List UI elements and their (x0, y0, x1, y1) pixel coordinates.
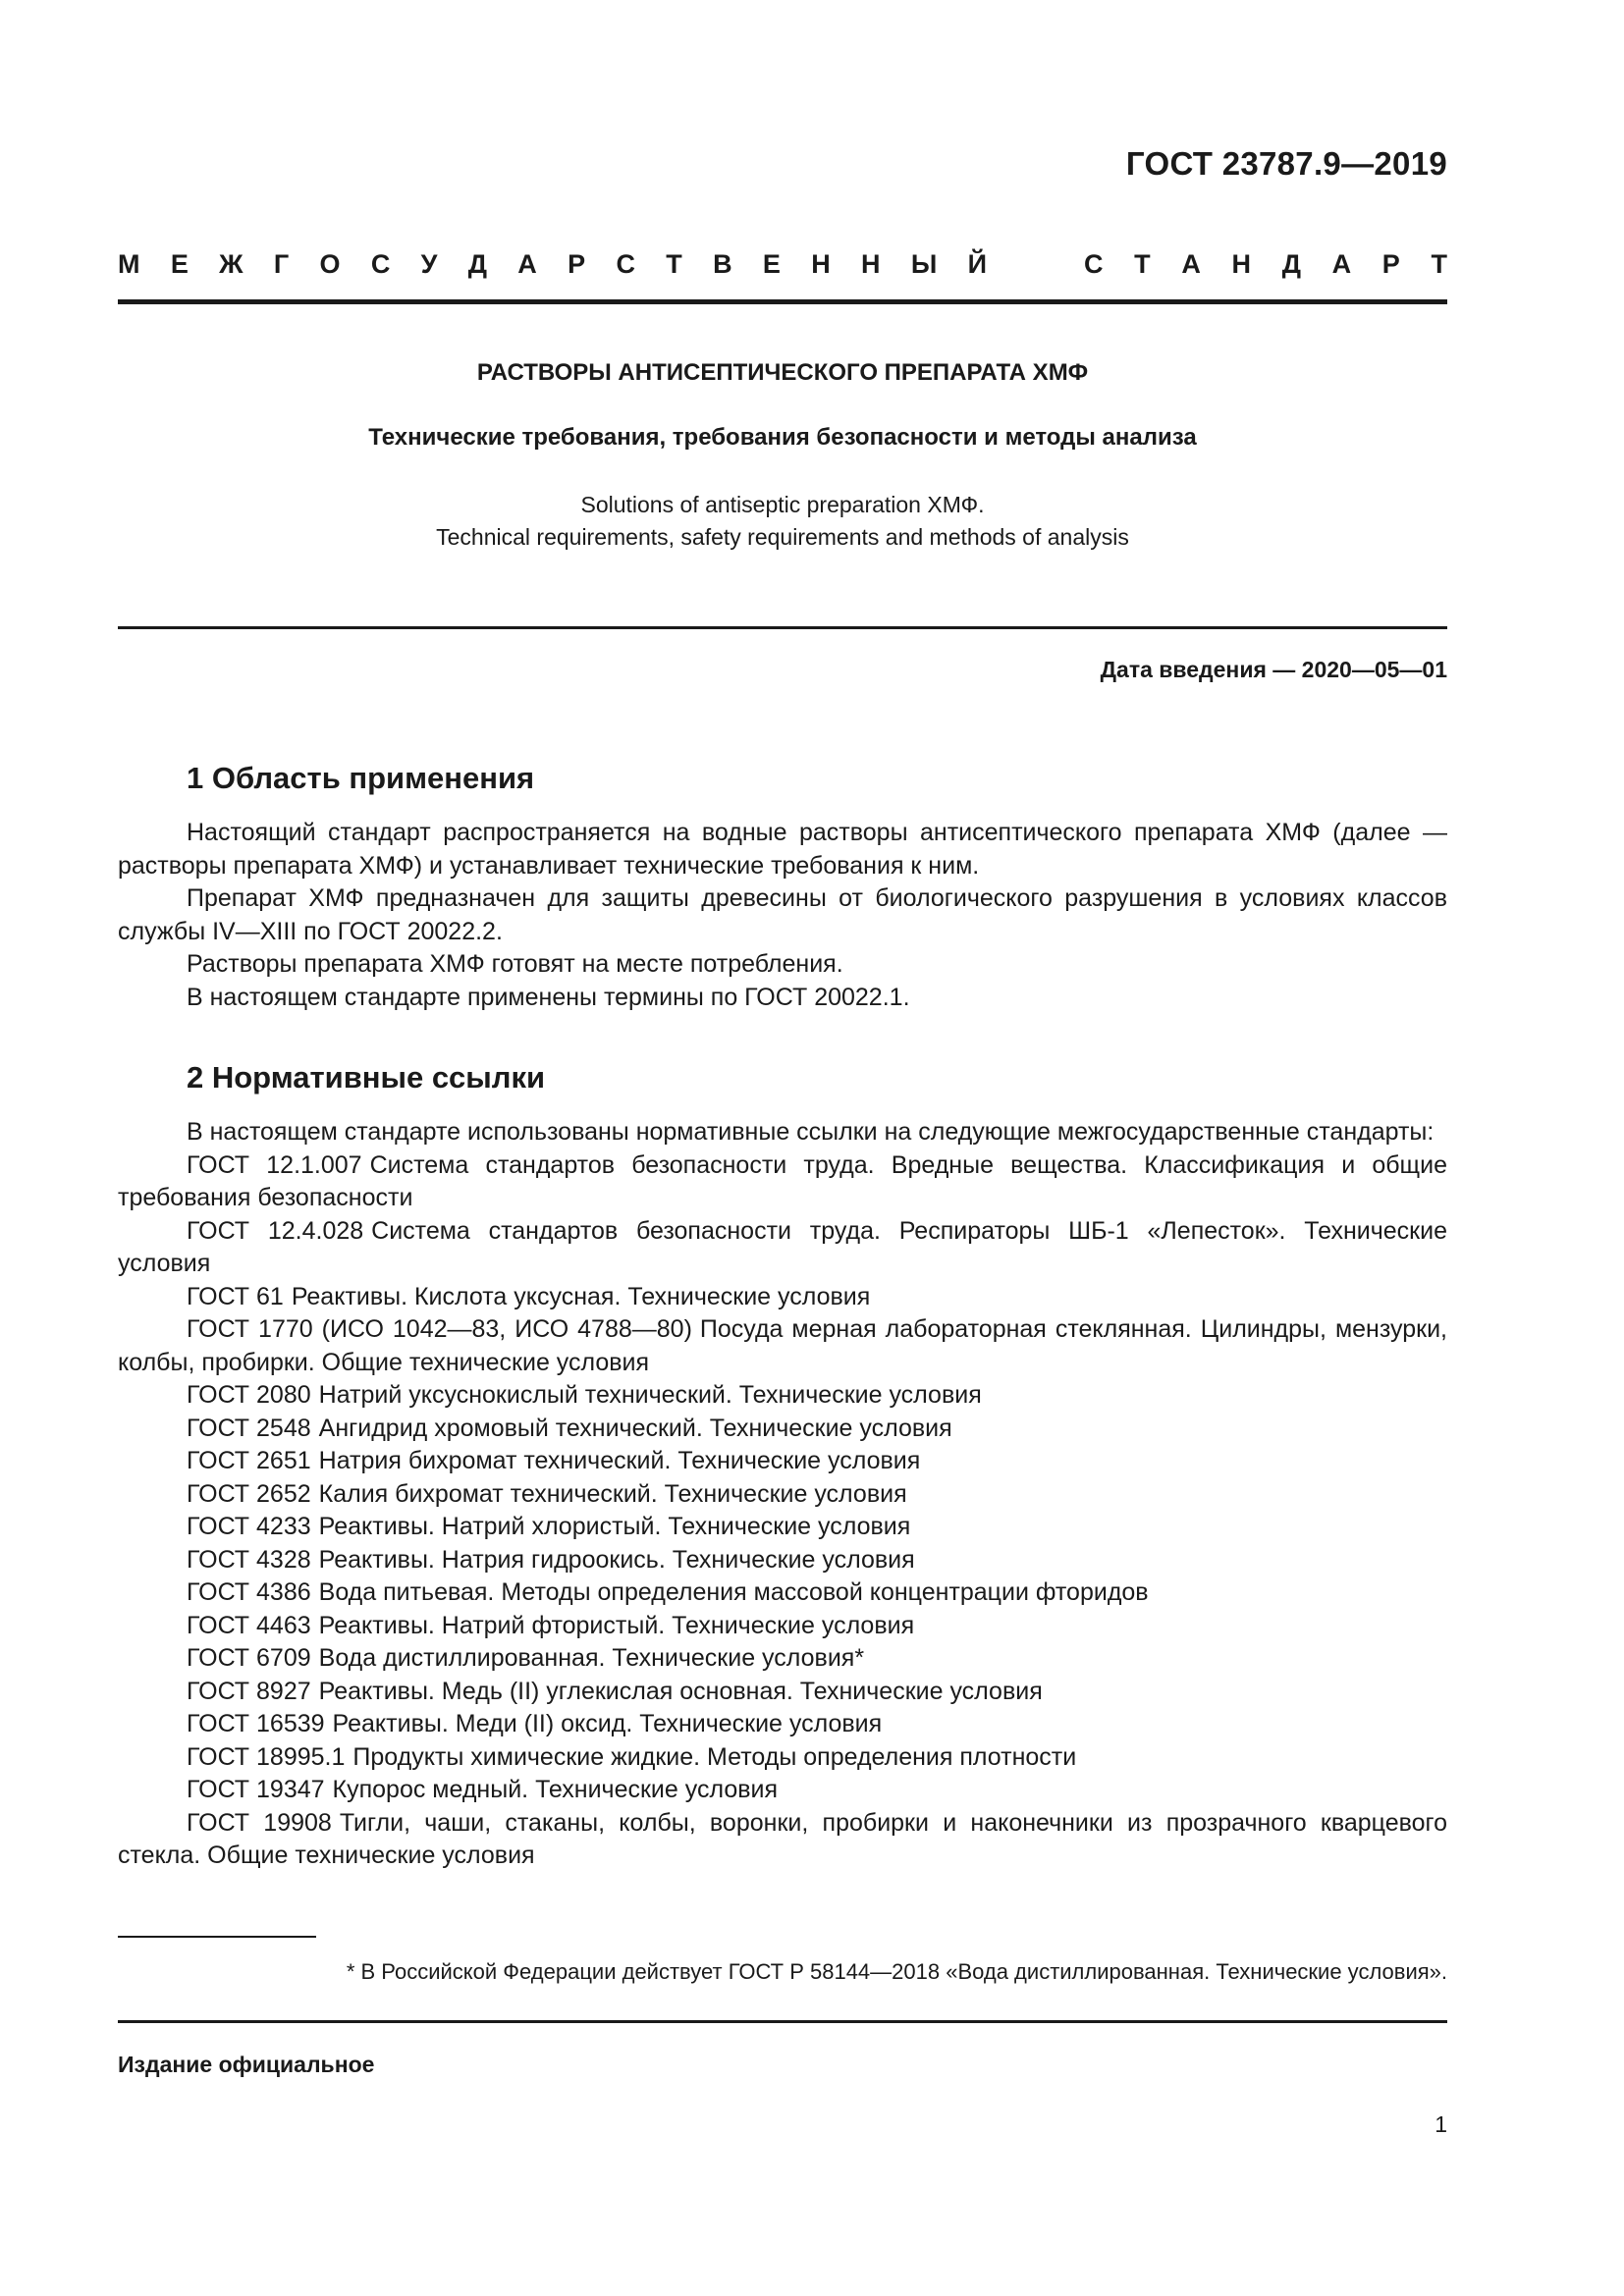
english-title-line: Solutions of antiseptic preparation ХМФ. (580, 492, 985, 517)
reference-code: ГОСТ 6709 (187, 1644, 311, 1672)
letter: Н (811, 249, 831, 279)
standard-word (1084, 249, 1447, 280)
paragraph: В настоящем стандарте использованы нормативные ссылки на следующие межгосударственные стандарты: (187, 1118, 1435, 1146)
reference-item (118, 1413, 1447, 1446)
reference-item (118, 1478, 1447, 1512)
introduction-date: Дата введения — 2020—05—01 (1100, 657, 1447, 682)
reference-item (118, 1807, 1447, 1873)
title-rule (118, 626, 1447, 629)
reference-title: Реактивы. Натрий хлористый. Технические условия (318, 1513, 911, 1540)
letter: У (420, 249, 438, 279)
english-title-line: Technical requirements, safety requirements and methods of analysis (436, 524, 1129, 550)
reference-item (118, 1379, 1447, 1413)
reference-item (118, 1215, 1447, 1281)
reference-code: ГОСТ 4386 (187, 1578, 311, 1606)
letter: С (1084, 249, 1104, 279)
reference-code: ГОСТ 18995.1 (187, 1742, 346, 1771)
letter: А (517, 249, 537, 279)
english-title (118, 489, 1447, 554)
letter: Т (1134, 249, 1151, 279)
reference-item (118, 1313, 1447, 1379)
reference-title: Продукты химические жидкие. Методы определения плотности (352, 1742, 1077, 1771)
section-1-title: 1 Область применения (187, 761, 535, 795)
page-number: 1 (1435, 2111, 1447, 2137)
reference-code: ГОСТ 4233 (187, 1513, 311, 1540)
letter: Е (762, 249, 781, 279)
letter: Д (1281, 249, 1301, 279)
reference-title: Система стандартов безопасности труда. Респираторы ШБ-1 «Лепесток». Технические условия (118, 1216, 1447, 1277)
reference-code: ГОСТ 2651 (187, 1447, 311, 1474)
letter: С (616, 249, 635, 279)
reference-item (118, 1511, 1447, 1544)
document-id: ГОСТ 23787.9—2019 (1125, 145, 1447, 182)
reference-code: ГОСТ 16539 (187, 1710, 325, 1737)
interstate-standard-heading (118, 249, 1447, 280)
document-subtitle: Технические требования, требования безопасности и методы анализа (368, 424, 1197, 451)
letter: В (713, 249, 732, 279)
letter: А (1181, 249, 1201, 279)
reference-item (118, 1445, 1447, 1478)
reference-code: ГОСТ 19347 (187, 1776, 325, 1803)
reference-item (118, 1610, 1447, 1643)
reference-item (118, 1708, 1447, 1741)
reference-title: Система стандартов безопасности труда. Вредные вещества. Классификация и общие требования безопасности (118, 1150, 1447, 1211)
reference-code: ГОСТ 4328 (187, 1545, 311, 1574)
edition-label: Издание официальное (118, 2052, 375, 2077)
reference-title: Ангидрид хромовый технический. Технические условия (318, 1414, 952, 1442)
reference-code: ГОСТ 12.1.007 (187, 1150, 362, 1179)
reference-code: ГОСТ 12.4.028 (187, 1216, 364, 1245)
footnote: * В Российской Федерации действует ГОСТ Р 58144—2018 «Вода дистиллированная. Технические условия». (346, 1959, 1447, 1984)
reference-title: Калия бихромат технический. Технические условия (318, 1479, 907, 1508)
letter: Ы (910, 249, 938, 279)
reference-item (118, 1676, 1447, 1709)
reference-item (118, 1642, 1447, 1676)
reference-title: Купорос медный. Технические условия (332, 1776, 779, 1803)
reference-item (118, 1544, 1447, 1577)
reference-title: Тигли, чаши, стаканы, колбы, воронки, пробирки и наконечники из прозрачного кварцевого стекла. Общие технические условия (118, 1808, 1447, 1869)
reference-item (118, 1281, 1447, 1314)
reference-code: ГОСТ 2080 (187, 1381, 311, 1409)
document-title: РАСТВОРЫ АНТИСЕПТИЧЕСКОГО ПРЕПАРАТА ХМФ (476, 359, 1089, 386)
reference-title: Реактивы. Натрий фтористый. Технические условия (318, 1611, 915, 1639)
letter: Й (967, 249, 987, 279)
reference-item (118, 1741, 1447, 1775)
reference-code: ГОСТ 4463 (187, 1611, 311, 1639)
letter: Т (666, 249, 682, 279)
paragraph: В настоящем стандарте применены термины по ГОСТ 20022.1. (187, 983, 910, 1011)
reference-title: Посуда мерная лабораторная стеклянная. Цилиндры, мензурки, колбы, пробирки. Общие технические условия (118, 1315, 1447, 1376)
reference-title: Реактивы. Меди (II) оксид. Технические условия (332, 1710, 883, 1737)
letter: Р (568, 249, 586, 279)
reference-code: ГОСТ 19908 (187, 1808, 332, 1837)
reference-title: Вода дистиллированная. Технические условия* (318, 1644, 865, 1672)
letter: А (1331, 249, 1352, 279)
letter: Г (273, 249, 290, 279)
letter: Ж (219, 249, 244, 279)
section-2-title: 2 Нормативные ссылки (187, 1060, 546, 1095)
reference-item (118, 1149, 1447, 1215)
reference-item (118, 1774, 1447, 1807)
reference-code: ГОСТ 2652 (187, 1479, 311, 1508)
letter: Р (1381, 249, 1400, 279)
letter: Т (1431, 249, 1447, 279)
letter: Е (170, 249, 189, 279)
reference-title: Натрий уксуснокислый технический. Технические условия (318, 1381, 982, 1409)
letter: М (118, 249, 140, 279)
reference-code: ГОСТ 8927 (187, 1677, 311, 1705)
reference-code: ГОСТ 1770 (ИСО 1042—83, ИСО 4788—80) (187, 1315, 692, 1343)
interstate-word (118, 249, 987, 280)
letter: Н (1231, 249, 1252, 279)
footer-rule (118, 2020, 1447, 2023)
paragraph: Препарат ХМФ предназначен для защиты древесины от биологического разрушения в условиях классов службы IV—XIII по ГОСТ 20022.2. (118, 884, 1447, 945)
reference-title: Реактивы. Кислота уксусная. Технические условия (291, 1282, 871, 1310)
reference-title: Натрия бихромат технический. Технические условия (318, 1447, 921, 1474)
letter: О (319, 249, 341, 279)
reference-code: ГОСТ 2548 (187, 1414, 311, 1442)
letter: Н (861, 249, 881, 279)
header-rule (118, 299, 1447, 304)
reference-item (118, 1576, 1447, 1610)
letter: Д (467, 249, 487, 279)
section-1-body (118, 817, 1447, 1014)
paragraph: Растворы препарата ХМФ готовят на месте потребления. (187, 950, 843, 978)
paragraph: Настоящий стандарт распространяется на водные растворы антисептического препарата ХМФ (далее — растворы препарата ХМФ) и устанавливает технические требования к ним. (118, 819, 1447, 880)
footnote-separator (118, 1936, 316, 1938)
letter: С (370, 249, 391, 279)
reference-title: Реактивы. Медь (II) углекислая основная. Технические условия (318, 1677, 1043, 1705)
section-2-body (118, 1116, 1447, 1873)
reference-code: ГОСТ 61 (187, 1282, 284, 1310)
reference-title: Вода питьевая. Методы определения массовой концентрации фторидов (318, 1578, 1149, 1606)
reference-title: Реактивы. Натрия гидроокись. Технические условия (318, 1545, 915, 1574)
